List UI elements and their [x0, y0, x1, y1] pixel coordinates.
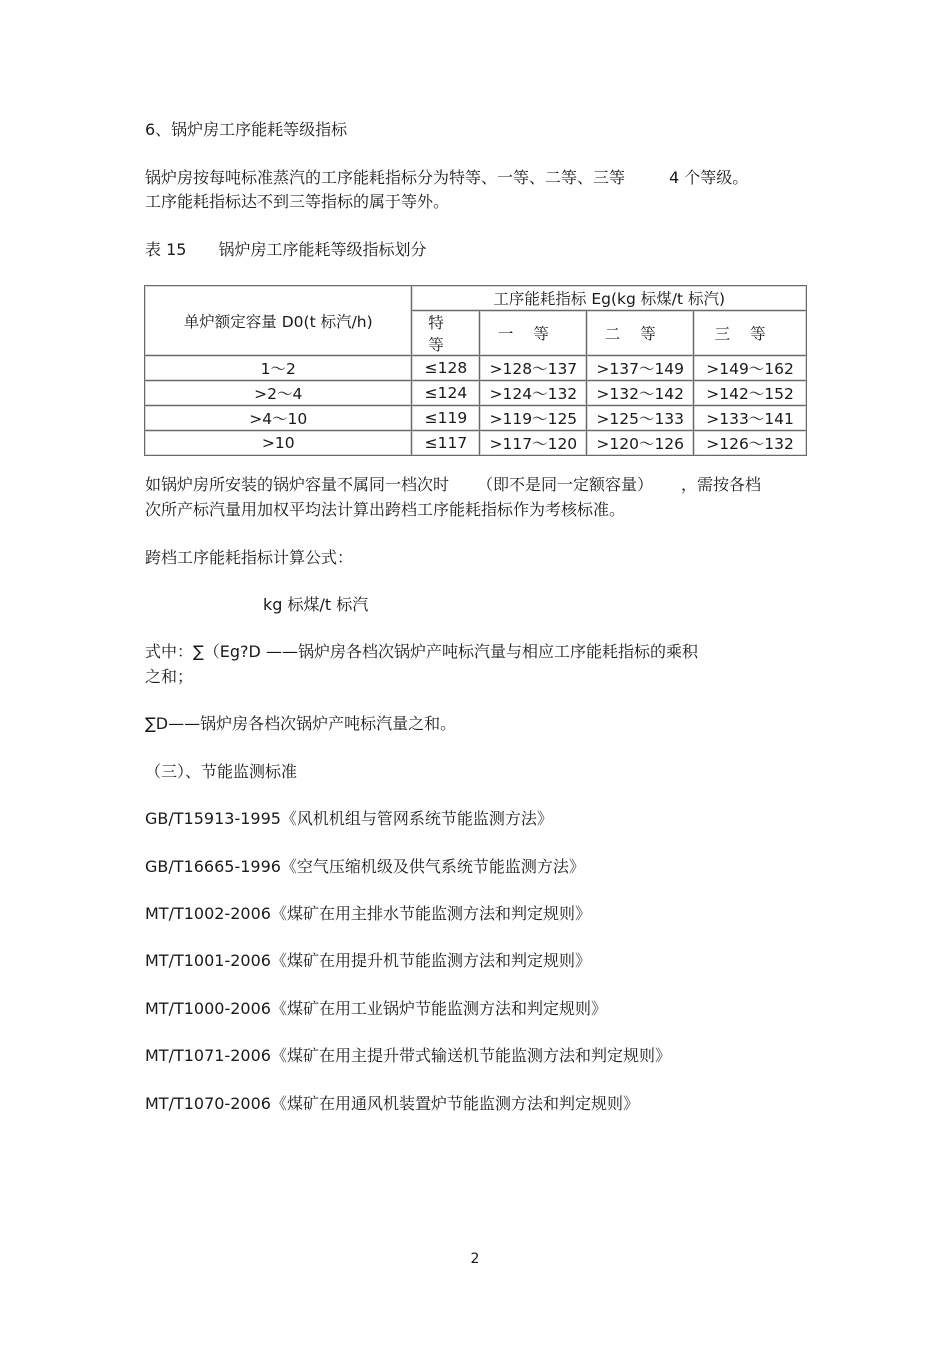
table-caption-number: 表 15: [145, 240, 187, 259]
page-number: 2: [470, 1251, 480, 1267]
value-cell: >133～141: [694, 406, 807, 431]
value-cell: ≤119: [412, 406, 480, 431]
standard-item: MT/T1002-2006《煤矿在用主排水节能监测方法和判定规则》: [145, 904, 591, 923]
value-cell: ≤117: [412, 431, 480, 456]
section-heading: 6、锅炉房工序能耗等级指标: [145, 120, 348, 139]
grade-header-special: 特等: [412, 311, 480, 356]
standard-item: MT/T1001-2006《煤矿在用提升机节能监测方法和判定规则》: [145, 951, 591, 970]
capacity-cell: 1～2: [145, 356, 412, 381]
value-cell: >142～152: [694, 381, 807, 406]
intro-text: 锅炉房按每吨标准蒸汽的工序能耗指标分为特等、一等、二等、三等: [145, 168, 626, 187]
value-cell: ≤128: [412, 356, 480, 381]
capacity-cell: >2～4: [145, 381, 412, 406]
table-caption: [145, 239, 426, 261]
grade-header-first: 一等: [480, 311, 587, 356]
weighted-note-paren: （即不是同一定额容量）: [477, 475, 654, 494]
value-cell: >128～137: [480, 356, 587, 381]
value-cell: >126～132: [694, 431, 807, 456]
value-cell: >120～126: [587, 431, 694, 456]
intro-grade-count: 4 个等级。: [669, 168, 749, 187]
value-cell: >124～132: [480, 381, 587, 406]
standard-item: GB/T15913-1995《风机机组与管网系统节能监测方法》: [145, 809, 553, 828]
intro-line-1: [145, 167, 748, 189]
value-cell: >125～133: [587, 406, 694, 431]
standard-item: MT/T1071-2006《煤矿在用主提升带式输送机节能监测方法和判定规则》: [145, 1046, 671, 1065]
energy-index-header: 工序能耗指标 Eg(kg 标煤/t 标汽): [412, 286, 807, 311]
value-cell: >149～162: [694, 356, 807, 381]
grade-header-third: 三等: [694, 311, 807, 356]
intro-line-2: 工序能耗指标达不到三等指标的属于等外。: [145, 192, 450, 211]
value-cell: >132～142: [587, 381, 694, 406]
grade-header-second: 二等: [587, 311, 694, 356]
standard-item: MT/T1070-2006《煤矿在用通风机装置炉节能监测方法和判定规则》: [145, 1094, 639, 1113]
subsection-heading: （三）、节能监测标准: [145, 762, 298, 781]
weighted-note-tail: ，需按各档: [681, 475, 762, 494]
weighted-note-text: 如锅炉房所安装的锅炉容量不属同一档次时: [145, 475, 450, 494]
grade-table: [144, 285, 807, 456]
value-cell: >119～125: [480, 406, 587, 431]
weighted-note-line-1: [145, 474, 761, 496]
table-row: [145, 431, 807, 456]
capacity-cell: >4～10: [145, 406, 412, 431]
standard-item: GB/T16665-1996《空气压缩机级及供气系统节能监测方法》: [145, 857, 585, 876]
table-row: [145, 356, 807, 381]
value-cell: ≤124: [412, 381, 480, 406]
definition-sum-egd-line-1: 式中：∑（Eg?D ——锅炉房各档次锅炉产吨标汽量与相应工序能耗指标的乘积: [145, 642, 698, 661]
definition-sum-egd-line-2: 之和；: [145, 667, 194, 686]
table-row: [145, 381, 807, 406]
formula-unit: kg 标煤/t 标汽: [263, 595, 369, 614]
table-row: [145, 406, 807, 431]
capacity-header: 单炉额定容量 D0(t 标汽/h): [145, 286, 412, 356]
value-cell: >117～120: [480, 431, 587, 456]
standard-item: MT/T1000-2006《煤矿在用工业锅炉节能监测方法和判定规则》: [145, 999, 607, 1018]
definition-sum-d: ∑D——锅炉房各档次锅炉产吨标汽量之和。: [145, 714, 457, 733]
weighted-note-line-2: 次所产标汽量用加权平均法计算出跨档工序能耗指标作为考核标准。: [145, 500, 626, 519]
capacity-cell: >10: [145, 431, 412, 456]
table-caption-title: 锅炉房工序能耗等级指标划分: [218, 240, 427, 259]
value-cell: >137～149: [587, 356, 694, 381]
formula-title: 跨档工序能耗指标计算公式：: [145, 548, 354, 567]
